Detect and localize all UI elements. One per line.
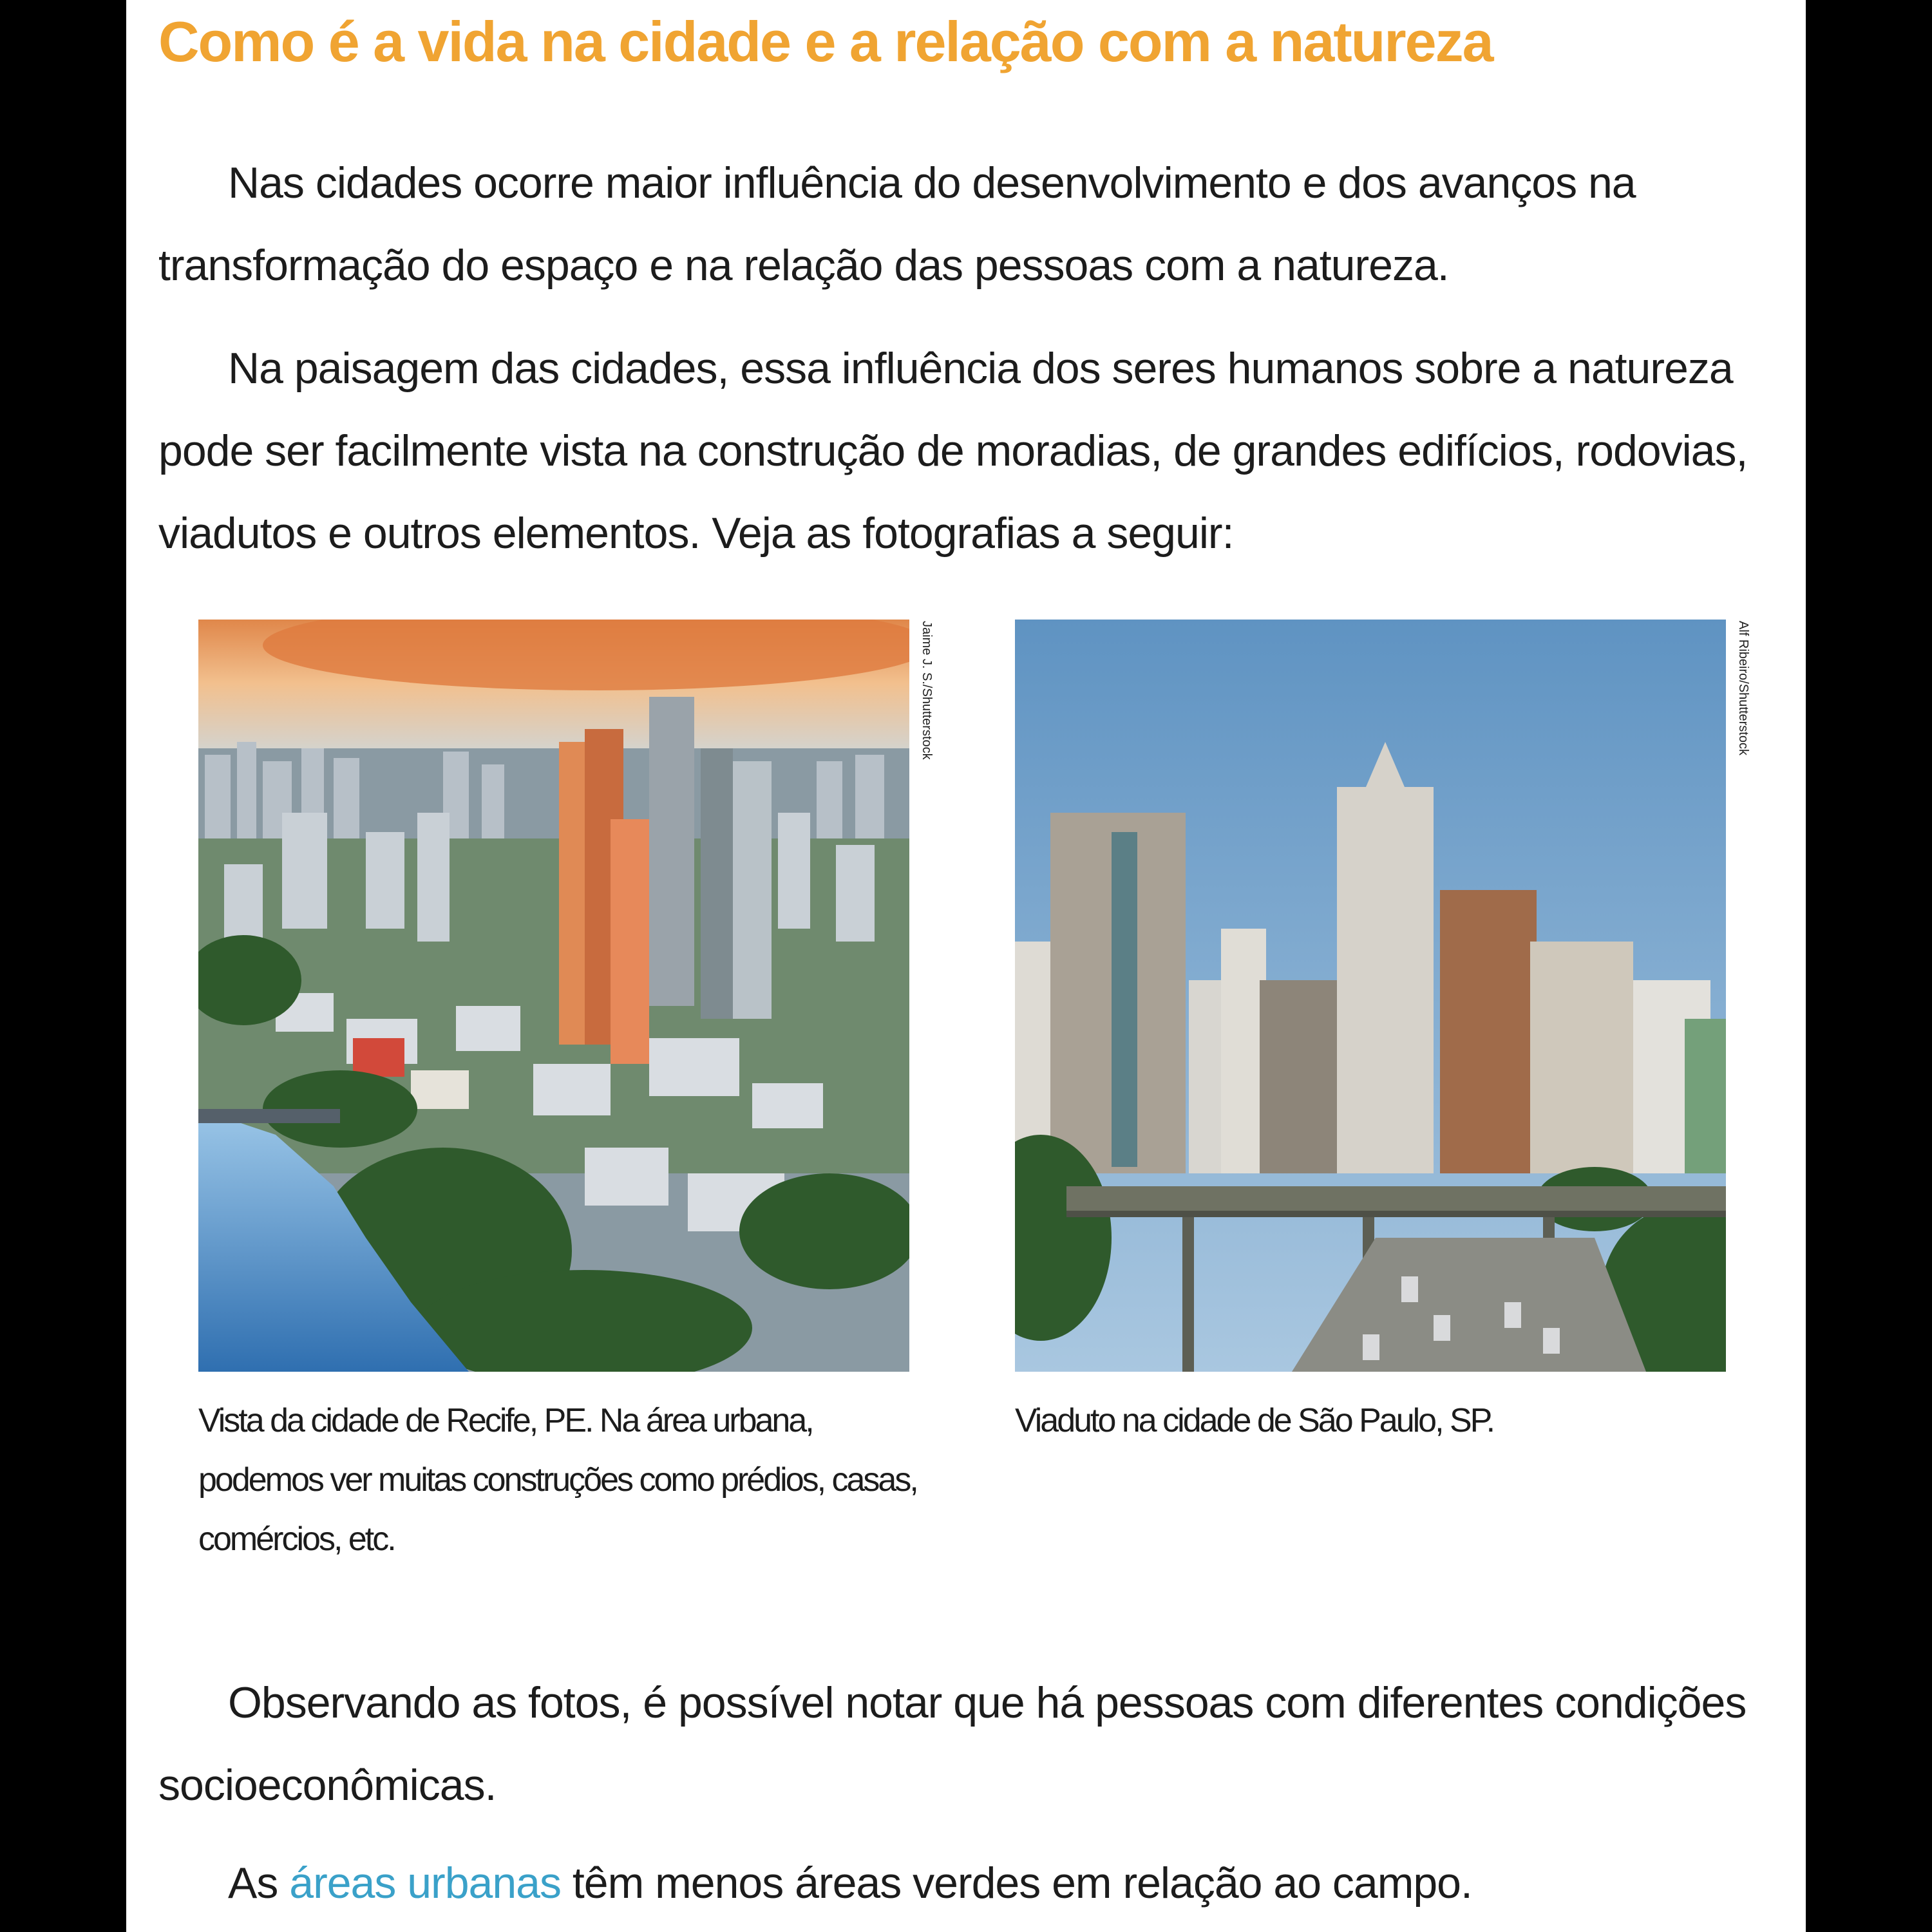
paragraph-urban-areas — [158, 1842, 1781, 1924]
section-title: Como é a vida na cidade e a relação com a natureza — [158, 10, 1493, 73]
paragraph-text: Nas cidades ocorre maior influência do desenvolvimento e dos avanços na transformação do espaço e na relação das pessoas com a natureza. — [158, 158, 1636, 290]
photo-credit: Alf Ribeiro/Shutterstock — [1736, 621, 1750, 755]
recife-photo-caption: Vista da cidade de Recife, PE. Na área urbana, podemos ver muitas construções como prédios, casas, comércios, etc. — [198, 1402, 917, 1558]
sao-paulo-photo-caption: Viaduto na cidade de São Paulo, SP. — [1015, 1402, 1494, 1439]
paragraph-text-suffix: têm menos áreas verdes em relação ao campo. — [560, 1859, 1472, 1908]
textbook-page — [126, 0, 1806, 1932]
paragraph-text-prefix: As — [228, 1859, 290, 1908]
paragraph-text: Observando as fotos, é possível notar que há pessoas com diferentes condições socioeconômicas. — [158, 1678, 1747, 1810]
paragraph-city-landscape — [158, 327, 1781, 574]
paragraph-observation — [158, 1662, 1781, 1826]
photo-credit: Jaime J. S./Shutterstock — [920, 621, 934, 760]
urban-areas-glossary-term: áreas urbanas — [289, 1859, 561, 1908]
paragraph-text: Na paisagem das cidades, essa influência dos seres humanos sobre a natureza pode ser facilmente vista na construção de moradias, de grandes edifícios, rodovias, viadutos e outros elementos. Veja as fotografias a seguir: — [158, 344, 1748, 558]
sao-paulo-viaduct-photo — [1015, 620, 1726, 1372]
paragraph-city-influence — [158, 142, 1781, 307]
recife-city-photo — [198, 620, 909, 1372]
